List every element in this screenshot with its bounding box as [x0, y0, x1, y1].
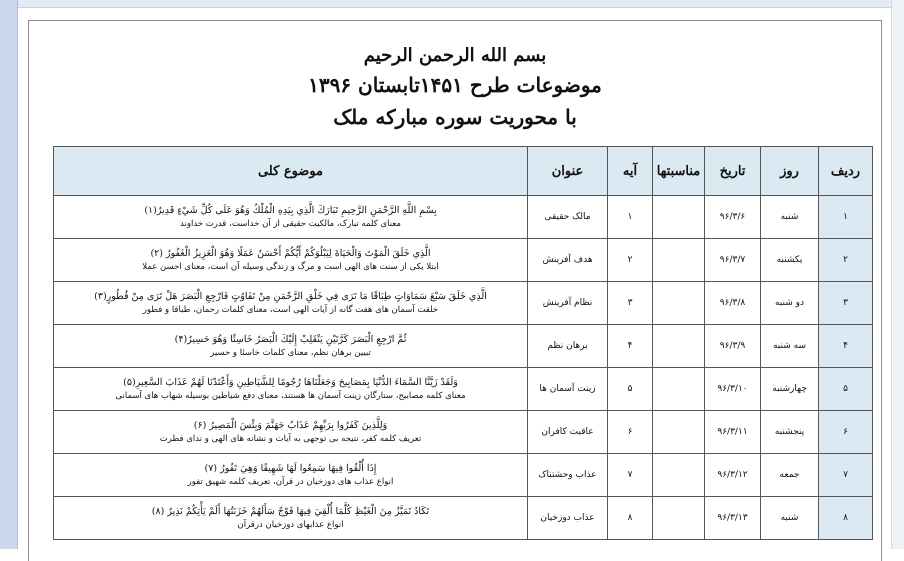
- cell-radif: ۲: [819, 239, 873, 282]
- cell-rooz: چهارشنبه: [761, 368, 819, 411]
- table-row: [54, 454, 873, 497]
- cell-rooz: سه شنبه: [761, 325, 819, 368]
- cell-radif: ۶: [819, 411, 873, 454]
- cell-tarikh: ۹۶/۳/۹: [705, 325, 761, 368]
- topic-description: تعریف کلمه کفر، نتیجه بی توجهی به آیات و نشانه های الهی و ندای فطرت: [159, 433, 422, 444]
- scrollbar-area[interactable]: [891, 0, 904, 549]
- window-left-ruler: [0, 0, 18, 549]
- cell-tarikh: ۹۶/۳/۷: [705, 239, 761, 282]
- cell-aye: ۲: [608, 239, 653, 282]
- cell-monasebat: [653, 239, 705, 282]
- cell-aye: ۶: [608, 411, 653, 454]
- cell-onvan: عذاب وحشتناک: [528, 454, 608, 497]
- cell-onvan: برهان نظم: [528, 325, 608, 368]
- table-row: [54, 196, 873, 239]
- cell-rooz: شنبه: [761, 196, 819, 239]
- verse-text: ثُمَّ ارْجِعِ الْبَصَرَ كَرَّتَيْنِ يَنْقَلِبْ إِلَيْكَ الْبَصَرُ خَاسِئًا وَهُوَ حَسِيرٌ(۴): [174, 333, 407, 345]
- cell-onvan: عاقبت کافران: [528, 411, 608, 454]
- cell-rooz: شنبه: [761, 497, 819, 540]
- cell-mozoo: [54, 196, 528, 239]
- header-aye: آیه: [608, 147, 653, 196]
- cell-mozoo: [54, 325, 528, 368]
- verse-text: وَلَقَدْ زَيَّنَّا السَّمَاءَ الدُّنْيَا بِمَصَابِيحَ وَجَعَلْنَاهَا رُجُومًا لِلشَّيَاطِينِ وَأَعْتَدْنَا لَهُمْ عَذَابَ السَّعِيرِ(۵): [123, 376, 458, 388]
- table-row: [54, 325, 873, 368]
- verse-text: وَلِلَّذِينَ كَفَرُوا بِرَبِّهِمْ عَذَابُ جَهَنَّمَ وَبِئْسَ الْمَصِيرُ (۶): [193, 419, 388, 431]
- table-row: [54, 497, 873, 540]
- cell-aye: ۸: [608, 497, 653, 540]
- cell-radif: ۱: [819, 196, 873, 239]
- cell-monasebat: [653, 325, 705, 368]
- cell-tarikh: ۹۶/۳/۱۱: [705, 411, 761, 454]
- cell-radif: ۵: [819, 368, 873, 411]
- cell-mozoo: [54, 497, 528, 540]
- cell-rooz: جمعه: [761, 454, 819, 497]
- cell-monasebat: [653, 411, 705, 454]
- cell-mozoo: [54, 239, 528, 282]
- window-top-edge: [0, 0, 904, 8]
- cell-onvan: زینت آسمان ها: [528, 368, 608, 411]
- table-row: [54, 411, 873, 454]
- cell-aye: ۳: [608, 282, 653, 325]
- table-row: [54, 282, 873, 325]
- header-radif: ردیف: [819, 147, 873, 196]
- topic-description: معنای کلمه تبارک، مالکیت حقیقی از آن خداست، قدرت خداوند: [180, 218, 401, 229]
- cell-mozoo: [54, 368, 528, 411]
- header-rooz: روز: [761, 147, 819, 196]
- basmala-title: بسم الله الرحمن الرحیم: [363, 45, 547, 66]
- cell-aye: ۵: [608, 368, 653, 411]
- topic-description: انواع عذابهای دوزخیان درقرآن: [237, 519, 344, 530]
- topic-description: خلقت آسمان های هفت گانه از آیات الهی است، معنای کلمات رحمان، طباقا و فطور: [142, 304, 439, 315]
- plan-title: موضوعات طرح ۱۴۵۱تابستان ۱۳۹۶: [308, 73, 602, 97]
- cell-rooz: پنجشنبه: [761, 411, 819, 454]
- cell-mozoo: [54, 282, 528, 325]
- verse-text: الَّذِي خَلَقَ الْمَوْتَ وَالْحَيَاةَ لِيَبْلُوَكُمْ أَيُّكُمْ أَحْسَنُ عَمَلًا وَهُوَ الْعَزِيزُ الْغَفُورُ (۲): [150, 247, 431, 259]
- cell-onvan: هدف آفرینش: [528, 239, 608, 282]
- cell-mozoo: [54, 454, 528, 497]
- cell-tarikh: ۹۶/۳/۱۰: [705, 368, 761, 411]
- cell-rooz: یکشنبه: [761, 239, 819, 282]
- cell-mozoo: [54, 411, 528, 454]
- cell-monasebat: [653, 454, 705, 497]
- cell-monasebat: [653, 196, 705, 239]
- topics-table: [53, 146, 873, 540]
- table-row: [54, 368, 873, 411]
- table-header-row: [54, 147, 873, 196]
- cell-onvan: عذاب دوزخیان: [528, 497, 608, 540]
- cell-tarikh: ۹۶/۳/۱۲: [705, 454, 761, 497]
- header-onvan: عنوان: [528, 147, 608, 196]
- cell-monasebat: [653, 497, 705, 540]
- cell-monasebat: [653, 282, 705, 325]
- topic-description: معنای کلمه مصابیح، ستارگان زینت آسمان ها هستند، معنای دفع شیاطین بوسیله شهاب های آسمانی: [115, 390, 466, 401]
- cell-radif: ۳: [819, 282, 873, 325]
- cell-tarikh: ۹۶/۳/۱۳: [705, 497, 761, 540]
- verse-text: إِذَا أُلْقُوا فِيهَا سَمِعُوا لَهَا شَهِيقًا وَهِيَ تَفُورُ (۷): [204, 462, 377, 474]
- document-titles: [29, 45, 881, 129]
- topic-description: تبیین برهان نظم، معنای کلمات خاسئا و حسیر: [210, 347, 371, 358]
- cell-onvan: مالک حقیقی: [528, 196, 608, 239]
- cell-tarikh: ۹۶/۳/۸: [705, 282, 761, 325]
- cell-aye: ۷: [608, 454, 653, 497]
- cell-monasebat: [653, 368, 705, 411]
- table-row: [54, 239, 873, 282]
- verse-text: بِسْمِ اللَّهِ الرَّحْمَنِ الرَّحِيمِ تَبَارَكَ الَّذِي بِيَدِهِ الْمُلْكُ وَهُوَ عَلَى كُلِّ شَيْءٍ قَدِيرٌ(۱): [144, 204, 437, 216]
- surah-subtitle: با محوریت سوره مبارکه ملک: [333, 105, 577, 129]
- cell-radif: ۸: [819, 497, 873, 540]
- header-tarikh: تاریخ: [705, 147, 761, 196]
- header-mozoo: موضوع کلی: [54, 147, 528, 196]
- cell-aye: ۴: [608, 325, 653, 368]
- cell-onvan: نظام آفرینش: [528, 282, 608, 325]
- topic-description: انواع عذاب های دوزخیان در قرآن، تعریف کلمه شهیق تفور: [187, 476, 394, 487]
- cell-rooz: دو شنبه: [761, 282, 819, 325]
- verse-text: تَكَادُ تَمَيَّزُ مِنَ الْغَيْظِ كُلَّمَا أُلْقِيَ فِيهَا فَوْجٌ سَأَلَهُمْ خَزَنَتُهَا أَلَمْ يَأْتِكُمْ نَذِيرٌ (۸): [151, 505, 430, 517]
- verse-text: الَّذِي خَلَقَ سَبْعَ سَمَاوَاتٍ طِبَاقًا مَا تَرَى فِي خَلْقِ الرَّحْمَنِ مِنْ تَفَاوُتٍ فَارْجِعِ الْبَصَرَ هَلْ تَرَى مِنْ فُطُورٍ(۳): [94, 290, 487, 302]
- cell-aye: ۱: [608, 196, 653, 239]
- cell-radif: ۷: [819, 454, 873, 497]
- cell-tarikh: ۹۶/۳/۶: [705, 196, 761, 239]
- cell-radif: ۴: [819, 325, 873, 368]
- topic-description: ابتلا یکی از سنت های الهی است و مرگ و زندگی وسیله آن است، معنای احسن عملا: [142, 261, 439, 272]
- header-monasebat: مناسبتها: [653, 147, 705, 196]
